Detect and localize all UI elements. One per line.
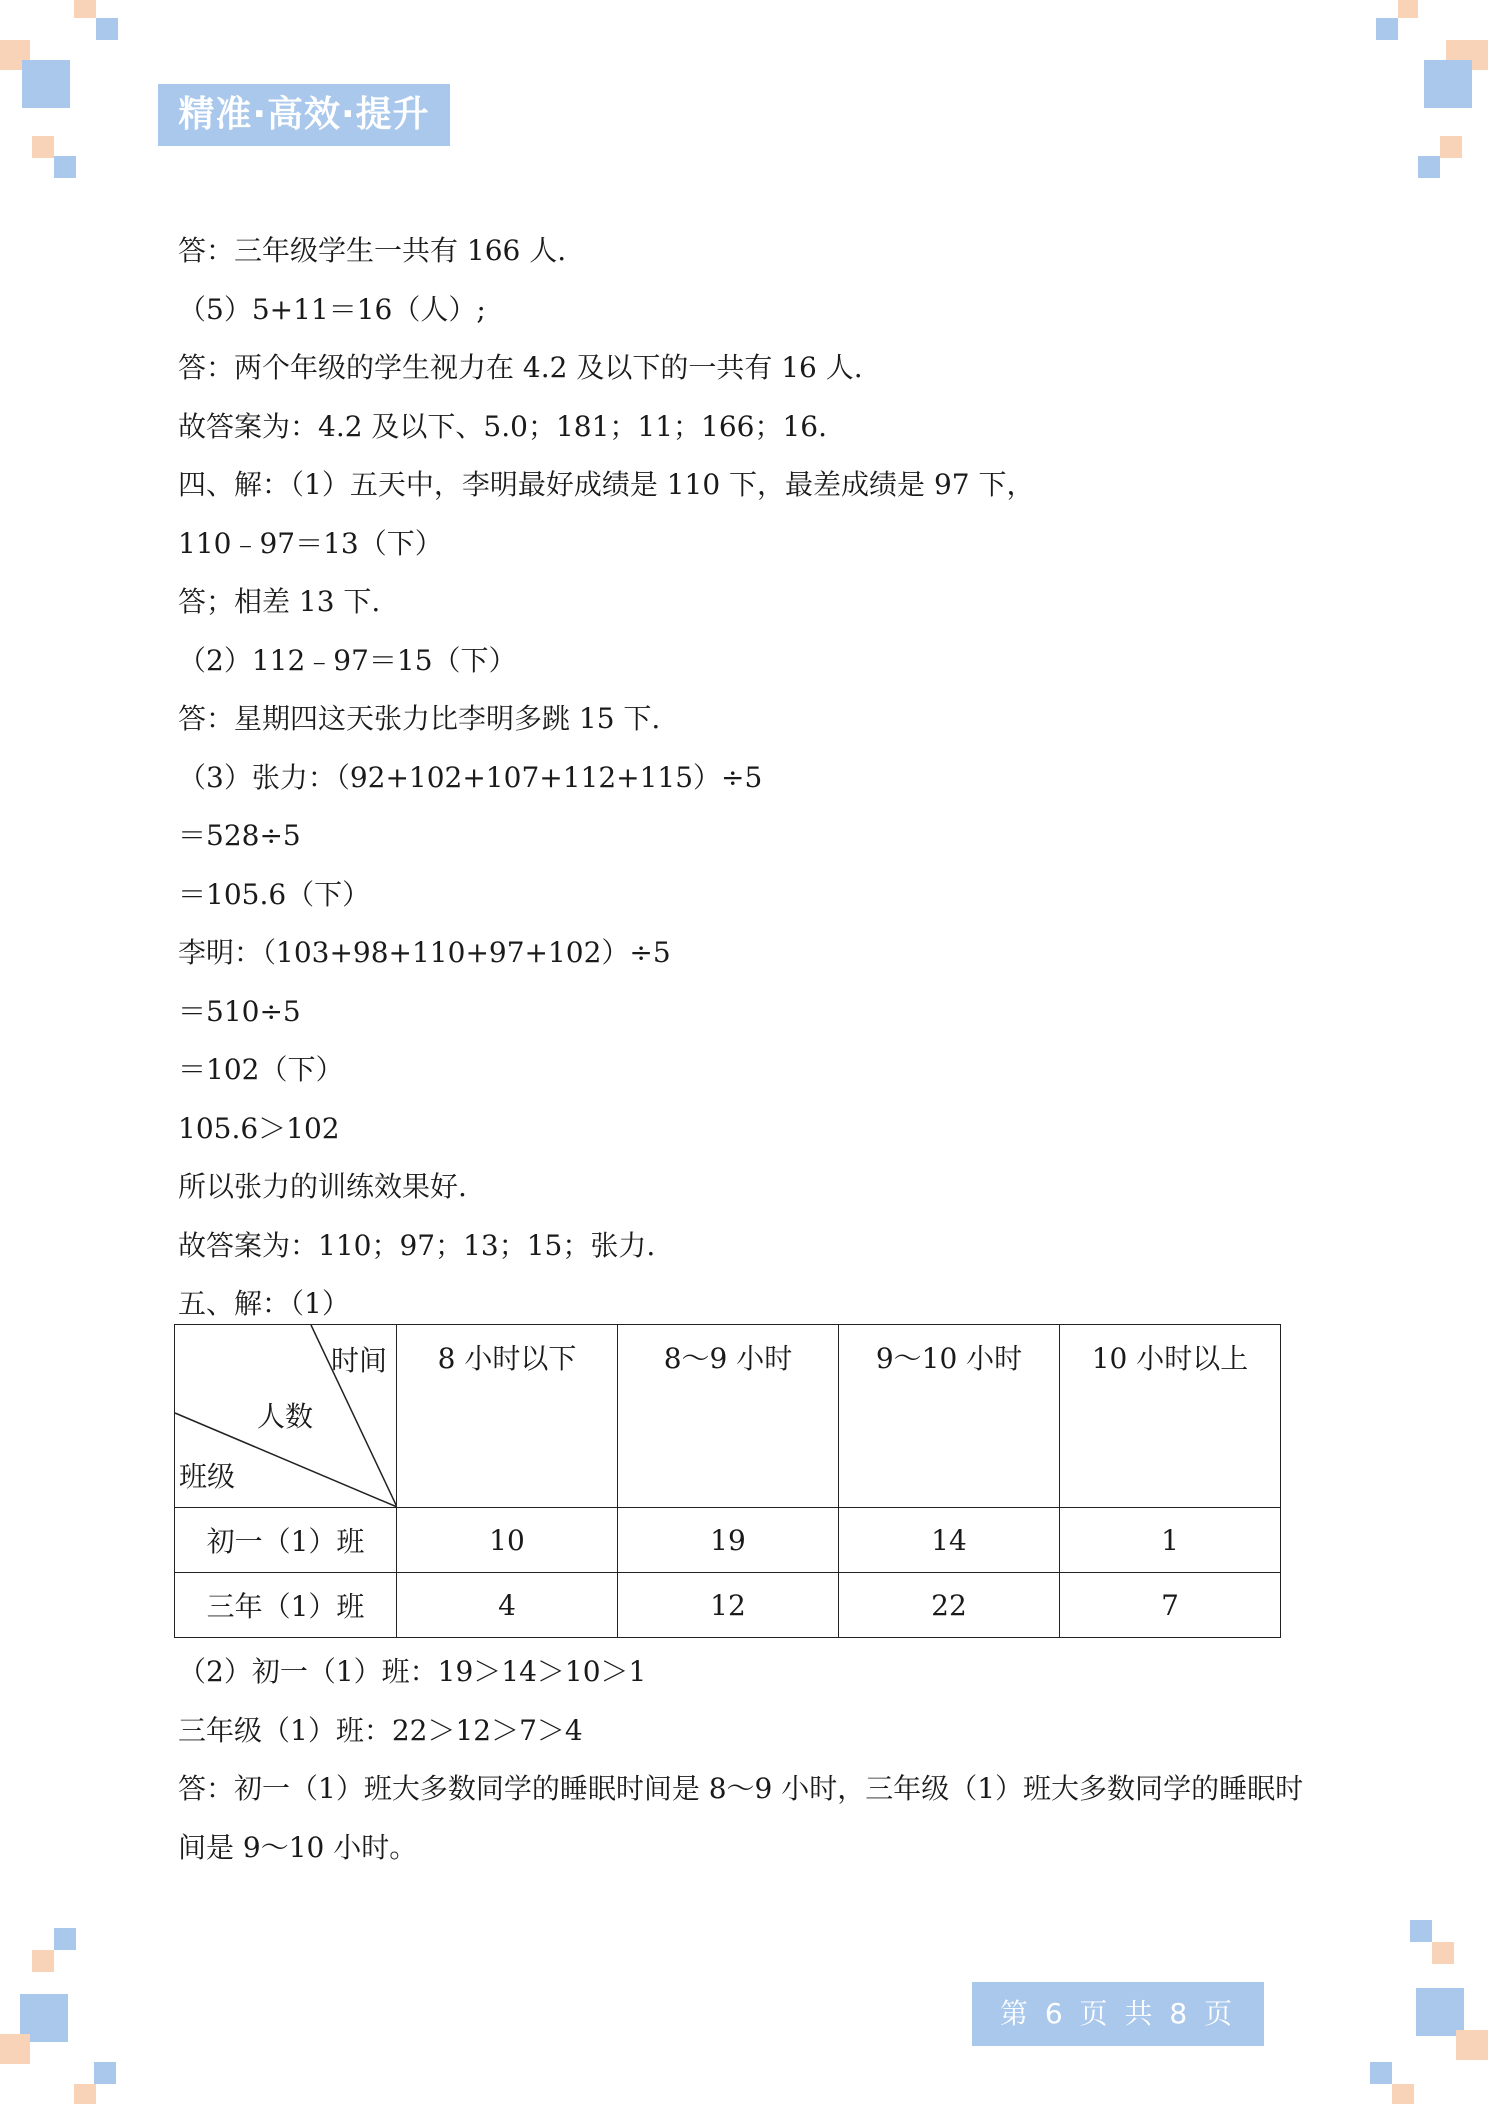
page-prefix: 第 (999, 1997, 1032, 2030)
decor-square (1376, 18, 1398, 40)
text-line: 李明：（103+98+110+97+102）÷5 (178, 936, 671, 969)
text-line: ＝105.6（下） (178, 877, 371, 911)
document-body-continued (178, 1643, 1358, 1877)
text-line: ＝510÷5 (178, 994, 301, 1028)
text-line: 答：星期四这天张力比李明多跳 15 下. (178, 702, 661, 735)
page-number: 6 (1044, 1997, 1067, 2030)
decor-square (1418, 156, 1440, 178)
page-middle: 页 共 (1079, 1997, 1157, 2030)
text-line: 四、解：（1）五天中，李明最好成绩是 110 下，最差成绩是 97 下， (178, 468, 1035, 501)
sleep-table (174, 1324, 1281, 1638)
decor-square (1416, 1988, 1464, 2036)
table-header-row (175, 1325, 1281, 1508)
table-header-cell: 8～9 小时 (618, 1325, 839, 1508)
text-line: 105.6＞102 (178, 1111, 340, 1145)
table-cell: 22 (839, 1573, 1060, 1638)
table-cell: 10 (397, 1508, 618, 1573)
table-header-cell: 10 小时以上 (1060, 1325, 1281, 1508)
text-line: 故答案为：4.2 及以下、5.0；181；11；166；16. (178, 409, 828, 443)
table-header-cell: 9～10 小时 (839, 1325, 1060, 1508)
decor-square (0, 2034, 30, 2064)
decor-square (1398, 0, 1418, 18)
text-line: 所以张力的训练效果好. (178, 1170, 467, 1203)
decor-square (22, 60, 70, 108)
decor-square (96, 18, 118, 40)
decor-square (74, 0, 96, 18)
text-line: 110﹣97＝13（下） (178, 526, 443, 560)
row-label: 初一（1）班 (175, 1508, 397, 1573)
document-body (178, 222, 1358, 1334)
corner-label-count: 人数 (257, 1400, 314, 1433)
decor-square (54, 1928, 76, 1950)
decor-square (1432, 1942, 1454, 1964)
text-line: 三年级（1）班：22＞12＞7＞4 (178, 1713, 583, 1747)
page-indicator (972, 1982, 1264, 2046)
decor-square (94, 2062, 116, 2084)
corner-label-time: 时间 (331, 1344, 388, 1377)
text-line: 五、解：（1） (178, 1287, 350, 1320)
text-line: ＝528÷5 (178, 819, 301, 852)
decor-square (32, 136, 54, 158)
table-row (175, 1508, 1281, 1573)
table-cell: 14 (839, 1508, 1060, 1573)
text-line: 间是 9～10 小时。 (178, 1830, 418, 1864)
decor-square (54, 156, 76, 178)
table-cell: 12 (618, 1573, 839, 1638)
row-label: 三年（1）班 (175, 1573, 397, 1638)
text-line: 答：三年级学生一共有 166 人. (178, 234, 567, 267)
text-line: （5）5+11＝16（人）; (178, 292, 486, 326)
table-corner-cell (175, 1325, 397, 1508)
table-row (175, 1573, 1281, 1638)
header-banner: 精准·高效·提升 (158, 84, 450, 146)
table-header-cell: 8 小时以下 (397, 1325, 618, 1508)
decor-square (74, 2084, 96, 2104)
text-line: 答；相差 13 下. (178, 585, 381, 618)
decor-square (1424, 60, 1472, 108)
table-cell: 1 (1060, 1508, 1281, 1573)
text-line: 故答案为：110；97；13；15；张力. (178, 1228, 656, 1262)
text-line: （2）112﹣97＝15（下） (178, 643, 517, 677)
table-cell: 7 (1060, 1573, 1281, 1638)
text-line: （3）张力：（92+102+107+112+115）÷5 (178, 760, 763, 794)
page-total: 8 (1169, 1997, 1192, 2030)
table-cell: 19 (618, 1508, 839, 1573)
decor-square (1440, 136, 1462, 158)
decor-square (1456, 2030, 1488, 2060)
decor-square (1392, 2084, 1414, 2104)
table-cell: 4 (397, 1573, 618, 1638)
text-line: 答：初一（1）班大多数同学的睡眠时间是 8～9 小时，三年级（1）班大多数同学的睡眠时 (178, 1772, 1304, 1805)
page-suffix: 页 (1204, 1997, 1237, 2030)
corner-label-class: 班级 (179, 1460, 236, 1493)
decor-square (1410, 1920, 1432, 1942)
text-line: ＝102（下） (178, 1053, 344, 1086)
text-line: 答：两个年级的学生视力在 4.2 及以下的一共有 16 人. (178, 351, 863, 384)
text-line: （2）初一（1）班：19＞14＞10＞1 (178, 1655, 647, 1688)
decor-square (32, 1950, 54, 1972)
decor-square (1370, 2062, 1392, 2084)
